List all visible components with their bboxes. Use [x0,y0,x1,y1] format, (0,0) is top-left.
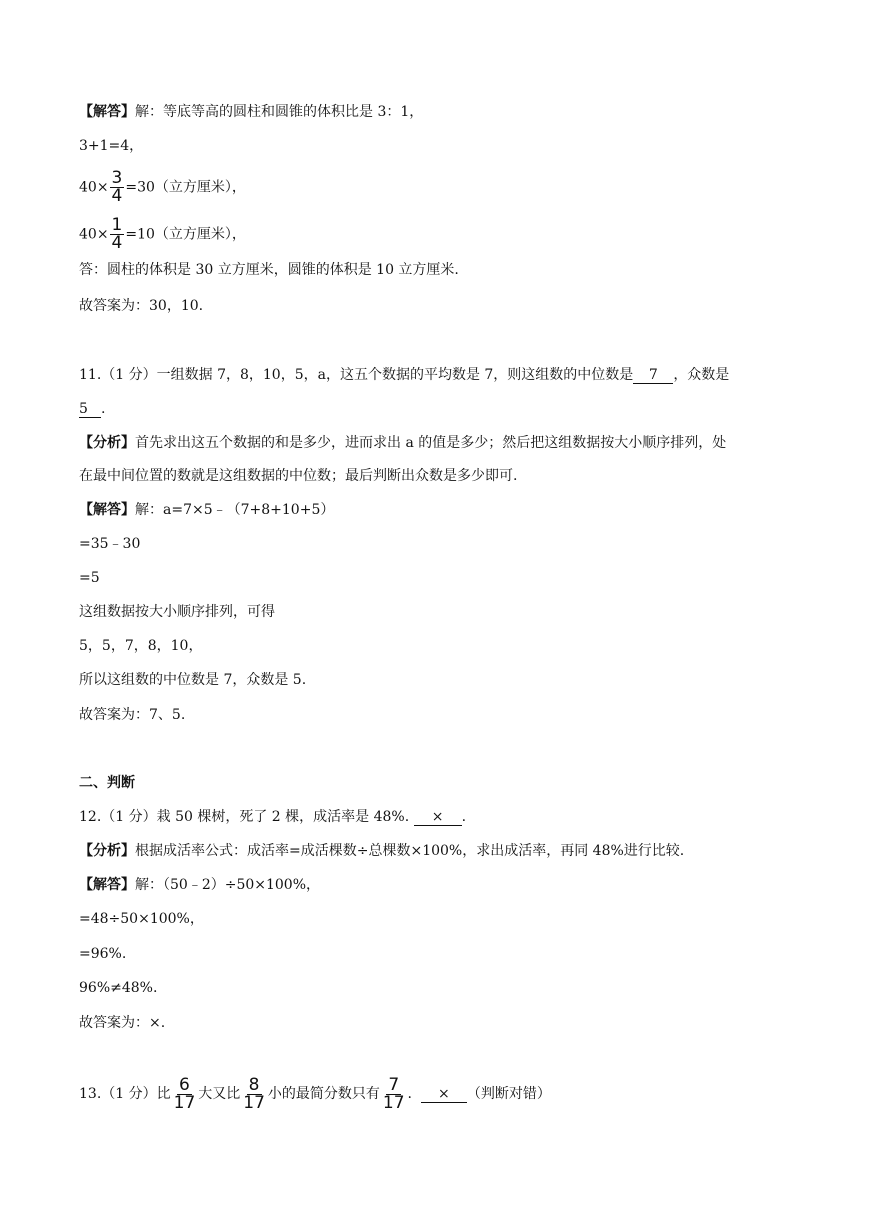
q11-stem-cont [79,399,105,419]
answer-text: 解：a=7×5﹣（7+8+10+5） [135,502,335,518]
q11-answer-line-5: 5，5，7，8，10， [79,638,203,654]
prev-answer-line-1 [79,102,423,122]
fraction-denominator: 4 [111,233,123,253]
q12-answer-line-4: 96%≠48%. [79,980,158,996]
analysis-label: 【分析】 [79,843,135,859]
q12-blank: × [414,809,462,826]
analysis-label: 【分析】 [79,435,135,451]
q11-answer-line-3: =5 [79,570,100,586]
q12-answer-line-2: =48÷50×100%， [79,911,204,927]
q12-stem [79,807,466,827]
q13-stem-end: （判断对错） [466,1086,551,1102]
q11-answer-line-4: 这组数据按大小顺序排列，可得 [79,604,275,620]
expr-prefix: 40× [79,179,109,196]
q11-stem-text: 11.（1 分）一组数据 7，8，10，5，a，这五个数据的平均数是 7，则这组数的中位数是 [79,367,634,383]
q13-stem [79,1072,551,1116]
q13-stem-text: 13.（1 分）比 [79,1086,171,1102]
fraction [110,170,125,205]
answer-text: 解：（50﹣2）÷50×100%， [135,877,321,893]
q11-answer-line-1 [79,500,334,520]
q13-stem-mid2: 小的最简分数只有 [267,1086,380,1102]
answer-label: 【解答】 [79,502,135,518]
analysis-text: 根据成活率公式：成活率=成活棵数÷总棵数×100%，求出成活率，再同 48%进行比较. [135,843,685,859]
q11-stem-mid: ，众数是 [673,367,730,383]
fraction-numerator: 7 [388,1074,400,1095]
analysis-text: 首先求出这五个数据的和是多少，进而求出 a 的值是多少；然后把这组数据按大小顺序排列，处 [135,435,727,451]
q11-stem [79,365,729,385]
prev-answer-line-5: 答：圆柱的体积是 30 立方厘米，圆锥的体积是 10 立方厘米. [79,262,459,278]
q12-stem-text: 12.（1 分）栽 50 棵树，死了 2 棵，成活率是 48%. [79,809,410,825]
fraction [110,217,125,252]
fraction-numerator: 3 [111,168,123,188]
q12-answer-line-1 [79,875,320,895]
fraction-numerator: 1 [111,215,123,235]
fraction-denominator: 17 [382,1092,405,1113]
fraction [241,1074,267,1113]
fraction-numerator: 8 [248,1074,260,1095]
fraction [172,1074,198,1113]
q11-blank-median: 7 [633,367,673,384]
fraction-denominator: 17 [173,1092,196,1113]
q11-analysis-line-2: 在最中间位置的数就是这组数据的中位数；最后判断出众数是多少即可. [79,468,518,484]
q13-stem-mid1: 大又比 [198,1086,241,1102]
prev-answer-line-3 [79,170,246,205]
section-title: 二、判断 [79,775,135,791]
fraction-denominator: 17 [243,1092,265,1113]
q11-answer-line-2: =35﹣30 [79,536,141,552]
prev-answer-line-2: 3+1=4， [79,138,144,154]
fraction [381,1074,407,1113]
expr-prefix: 40× [79,226,109,243]
q11-answer-line-7: 故答案为：7、5. [79,707,186,723]
expr-suffix: =30（立方厘米）， [125,179,246,196]
fraction-numerator: 6 [179,1074,190,1095]
q11-stem-end: . [101,401,106,417]
answer-label: 【解答】 [79,104,135,120]
answer-text: 解：等底等高的圆柱和圆锥的体积比是 3：1， [135,104,424,120]
q13-stem-dot: . [407,1086,412,1102]
prev-answer-line-6: 故答案为：30，10. [79,298,204,314]
q12-answer-line-5: 故答案为：×. [79,1015,166,1031]
q13-blank: × [421,1086,467,1103]
q11-blank-mode: 5 [79,401,101,418]
q11-analysis-line-1 [79,433,726,453]
q12-stem-end: . [461,809,467,825]
q11-answer-line-6: 所以这组数的中位数是 7，众数是 5. [79,672,307,688]
prev-answer-line-4 [79,217,246,252]
answer-label: 【解答】 [79,877,135,893]
q12-answer-line-3: =96%. [79,946,127,962]
fraction-denominator: 4 [111,186,123,206]
expr-suffix: =10（立方厘米）， [125,226,246,243]
q12-analysis [79,841,684,861]
